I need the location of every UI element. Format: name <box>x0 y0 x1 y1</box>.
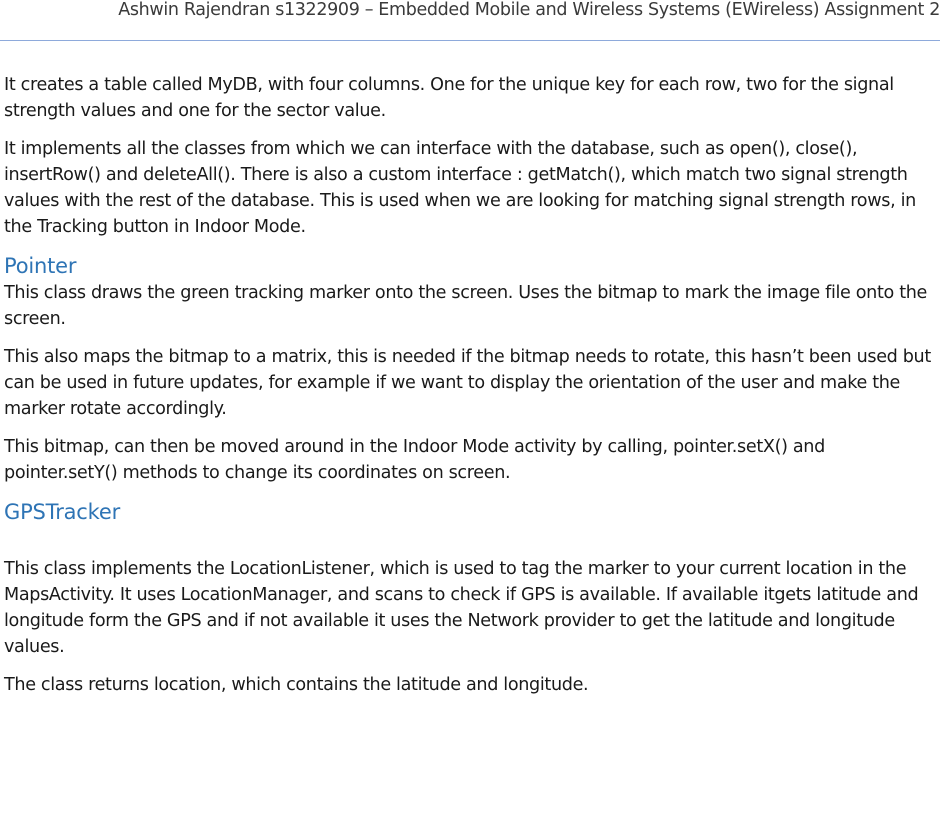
paragraph-pointer-matrix: This also maps the bitmap to a matrix, this is needed if the bitmap needs to rotate, this hasn’t been used but can be used in future updates, for example if we want to display the orientation of the user and make the marker rotate accordingly. <box>4 347 931 419</box>
heading-pointer: Pointer <box>4 254 77 278</box>
document-body <box>4 72 940 710</box>
paragraph-pointer-move: This bitmap, can then be moved around in the Indoor Mode activity by calling, pointer.setX() and pointer.setY() methods to change its coordinates on screen. <box>4 437 825 483</box>
heading-gpstracker: GPSTracker <box>4 500 121 524</box>
page-header <box>0 0 940 41</box>
paragraph-gps-returns: The class returns location, which contains the latitude and longitude. <box>4 675 589 695</box>
header-text: Ashwin Rajendran s1322909 – Embedded Mobile and Wireless Systems (EWireless) Assignment 2 <box>118 0 940 20</box>
paragraph-gps-listener: This class implements the LocationListener, which is used to tag the marker to your current location in the MapsActivity. It uses LocationManager, and scans to check if GPS is available. If available itgets latitude and longitude form the GPS and if not available it uses the Network provider to get the latitude and longitude values. <box>4 559 919 657</box>
paragraph-pointer-marker: This class draws the green tracking marker onto the screen. Uses the bitmap to mark the image file onto the screen. <box>4 283 928 329</box>
paragraph-table-description: It creates a table called MyDB, with four columns. One for the unique key for each row, two for the signal strength values and one for the sector value. <box>4 75 894 121</box>
paragraph-database-interface: It implements all the classes from which we can interface with the database, such as open(), close(), insertRow() and deleteAll(). There is also a custom interface : getMatch(), which match two signal strength values with the rest of the database. This is used when we are looking for matching signal strength rows, in the Tracking button in Indoor Mode. <box>4 139 916 237</box>
